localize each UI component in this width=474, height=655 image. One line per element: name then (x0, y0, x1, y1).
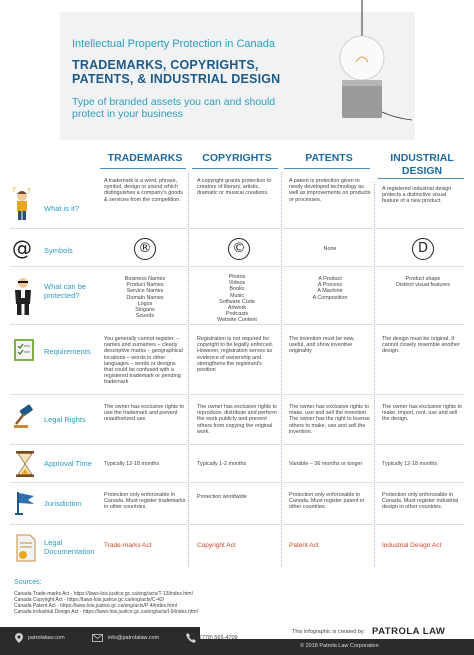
registered-symbol: ® (134, 238, 156, 260)
at-sign-icon: @ (12, 236, 32, 260)
column-underline (192, 168, 278, 169)
cell-requirements-trademarks: You generally cannot register: – names and surnames – clearly descriptive marks – geographical locations – words in other languages – words or designs that could be confused with a registered trademark or pending trademark (104, 336, 183, 386)
link-trademarks-act[interactable]: Trade-marks Act (104, 542, 152, 549)
cell-approval-patents: Variable – 36 months or longer (289, 461, 363, 467)
cell-jurisdiction-trademarks: Protection only enforceable in Canada. Must register trademarks in other countries. (104, 492, 186, 511)
list-item: Domain Names (126, 294, 164, 301)
row-label-symbols: Symbols (44, 246, 73, 255)
cell-what-copyrights: A copyright grants protection to creators of literary, artistic, dramatic or musical creations. (197, 178, 272, 197)
row-label-legal-documentation (44, 538, 94, 556)
hourglass-icon (14, 450, 36, 478)
column-underline (100, 168, 186, 169)
row-label-approval-time: Approval Time (44, 459, 92, 468)
desc-line-2: protect in your business (72, 108, 183, 120)
list-item: Product shape (405, 276, 441, 282)
cell-approval-industrial: Typically 12-18 months (382, 461, 438, 467)
header-subtitle: Intellectual Property Protection in Canada (72, 38, 276, 50)
list-item: Logos (137, 300, 153, 307)
label-line: Legal (44, 538, 63, 547)
list-item: Product Names (126, 282, 164, 289)
column-header-trademarks: TRADEMARKS (107, 152, 183, 164)
email-icon (92, 634, 103, 642)
cell-rights-copyrights: The owner has exclusive rights to reproduce, distribute and perform the work publicly and prevent others from copying the original work. (197, 404, 277, 435)
list-item: Website Content (217, 317, 257, 324)
link-patent-act[interactable]: Patent Act (289, 542, 319, 549)
cell-rights-trademarks: The owner has exclusive rights to use the trademark and prevent unauthorized use. (104, 404, 184, 423)
source-link[interactable]: Canada Patent Act - https://laws-lois.justice.gc.ca/eng/acts/P-4/index.html (14, 603, 177, 609)
title-line-2: PATENTS, & INDUSTRIAL DESIGN (72, 72, 281, 86)
row-label-what-is-it: What is it? (44, 204, 80, 213)
cell-protected-trademarks (104, 276, 186, 319)
link-copyright-act[interactable]: Copyright Act (197, 542, 236, 549)
row-label-legal-rights: Legal Rights (44, 415, 86, 424)
cell-approval-copyrights: Typically 1-2 months (197, 461, 247, 467)
checklist-icon (12, 336, 38, 362)
column-header-copyrights: COPYRIGHTS (202, 152, 272, 164)
column-divider (188, 172, 189, 567)
row-label-jurisdiction: Jurisdiction (44, 499, 82, 508)
sources-list (14, 591, 198, 615)
list-item: Videos (228, 280, 246, 287)
svg-text:?: ? (12, 186, 16, 194)
list-item: Music (229, 292, 245, 299)
list-item: Artwork (227, 305, 247, 312)
flag-icon (14, 490, 38, 516)
security-guard-icon (12, 276, 34, 316)
gavel-icon (12, 404, 38, 430)
list-item: A Machine (317, 288, 343, 295)
row-separator (10, 266, 465, 267)
list-item: Distinct visual features (396, 282, 450, 289)
cell-requirements-patents: The invention must be new, useful, and show inventive originality (289, 336, 355, 355)
cell-requirements-industrial: The design must be original. It cannot closely resemble another design. (382, 336, 460, 355)
column-underline (378, 178, 464, 179)
confused-person-icon (10, 185, 34, 221)
list-item: A Product (318, 276, 342, 282)
title-line-1: TRADEMARKS, COPYRIGHTS, (72, 58, 259, 72)
row-separator (10, 524, 465, 525)
row-label-requirements: Requirements (44, 347, 91, 356)
header-description (72, 96, 322, 120)
list-item: Photos (228, 274, 246, 280)
row-separator (10, 444, 465, 445)
list-item: Business Names (124, 276, 166, 282)
row-separator (10, 394, 465, 395)
phone-icon (186, 633, 196, 643)
list-item: Service Names (126, 288, 164, 295)
list-item: Podcasts (225, 311, 249, 318)
column-divider (374, 182, 375, 567)
row-separator (10, 482, 465, 483)
location-pin-icon (14, 633, 24, 643)
source-link[interactable]: Canada Copyright Act - https://laws-lois.justice.gc.ca/eng/acts/C-42/ (14, 597, 165, 603)
sources-title: Sources: (14, 579, 42, 586)
desc-line-1: Type of branded assets you can and should (72, 96, 276, 108)
cell-approval-trademarks: Typically 12-18 months (104, 461, 160, 467)
list-item: Slogans (135, 307, 155, 314)
cell-what-trademarks: A trademark is a word, phrase, symbol, design or sound which distinguishes a company's goods & services from the competition. (104, 178, 183, 203)
cell-rights-industrial: The owner has exclusive rights to make, import, rent, use and sell the design. (382, 404, 462, 423)
copyright-notice: © 2018 Patrola Law Corporation (300, 643, 379, 649)
cell-jurisdiction-industrial: Protection only enforceable in Canada. Must register industrial design in other countries. (382, 492, 459, 511)
row-label-what-can-be-protected: What can be protected? (44, 282, 87, 300)
source-link[interactable]: Canada Trade-marks Act - https://laws-lois.justice.gc.ca/eng/acts/T-13/index.html (14, 591, 193, 597)
cell-jurisdiction-copyrights: Protection worldwide (197, 494, 247, 500)
email-link[interactable]: info@patrolalaw.com (108, 635, 160, 641)
cell-protected-patents (289, 276, 371, 301)
page-title (72, 58, 280, 86)
source-link[interactable]: Canada Industrial Design Act - https://laws-lois.justice.gc.ca/eng/acts/I-9/index.html (14, 609, 198, 615)
column-header-industrial-design: INDUSTRIAL DESIGN (390, 152, 454, 177)
document-icon (14, 534, 38, 562)
list-item: A Composition (312, 294, 348, 301)
phone-number[interactable]: (778) 565-4709 (200, 635, 238, 641)
link-industrial-design-act[interactable]: Industrial Design Act (382, 542, 442, 549)
cell-protected-industrial (382, 276, 464, 288)
cell-what-industrial: A registered industrial design protects a distinctive visual feature of a new product. (382, 186, 452, 205)
cell-jurisdiction-patents: Protection only enforceable in Canada. Must register patent in other countries. (289, 492, 365, 511)
list-item: Books (229, 286, 245, 293)
list-item: Software Code (219, 298, 255, 305)
cell-symbol-patents: None (323, 246, 337, 252)
column-divider (281, 172, 282, 567)
row-separator (10, 324, 465, 325)
cell-what-patents: A patent is protection given to newly developed technology as well as improvements on products or processes. (289, 178, 371, 203)
column-underline (284, 168, 370, 169)
brand-logo-text: PATROLA LAW (372, 626, 446, 637)
column-header-patents: PATENTS (305, 152, 353, 164)
cell-protected-copyrights (197, 274, 277, 324)
label-line: Documentation (44, 547, 95, 556)
list-item: Sounds (135, 313, 155, 320)
row-separator (10, 228, 465, 229)
cell-rights-patents: The owner has exclusive rights to make, use and sell the invention. The owner has the right to license others to make, use and sell the invention. (289, 404, 370, 435)
website-link[interactable]: patrolalaw.com (28, 635, 65, 641)
created-by-text: This infographic is created by: (292, 629, 366, 635)
industrial-design-symbol: D (412, 238, 434, 260)
cell-requirements-copyrights: Registration is not required for copyright to be legally enforced. However, registration serves as evidence of ownership and strengthens the registrant's position (197, 336, 274, 374)
list-item: A Process (317, 282, 343, 289)
svg-text:?: ? (27, 187, 31, 195)
copyright-symbol: © (228, 238, 250, 260)
